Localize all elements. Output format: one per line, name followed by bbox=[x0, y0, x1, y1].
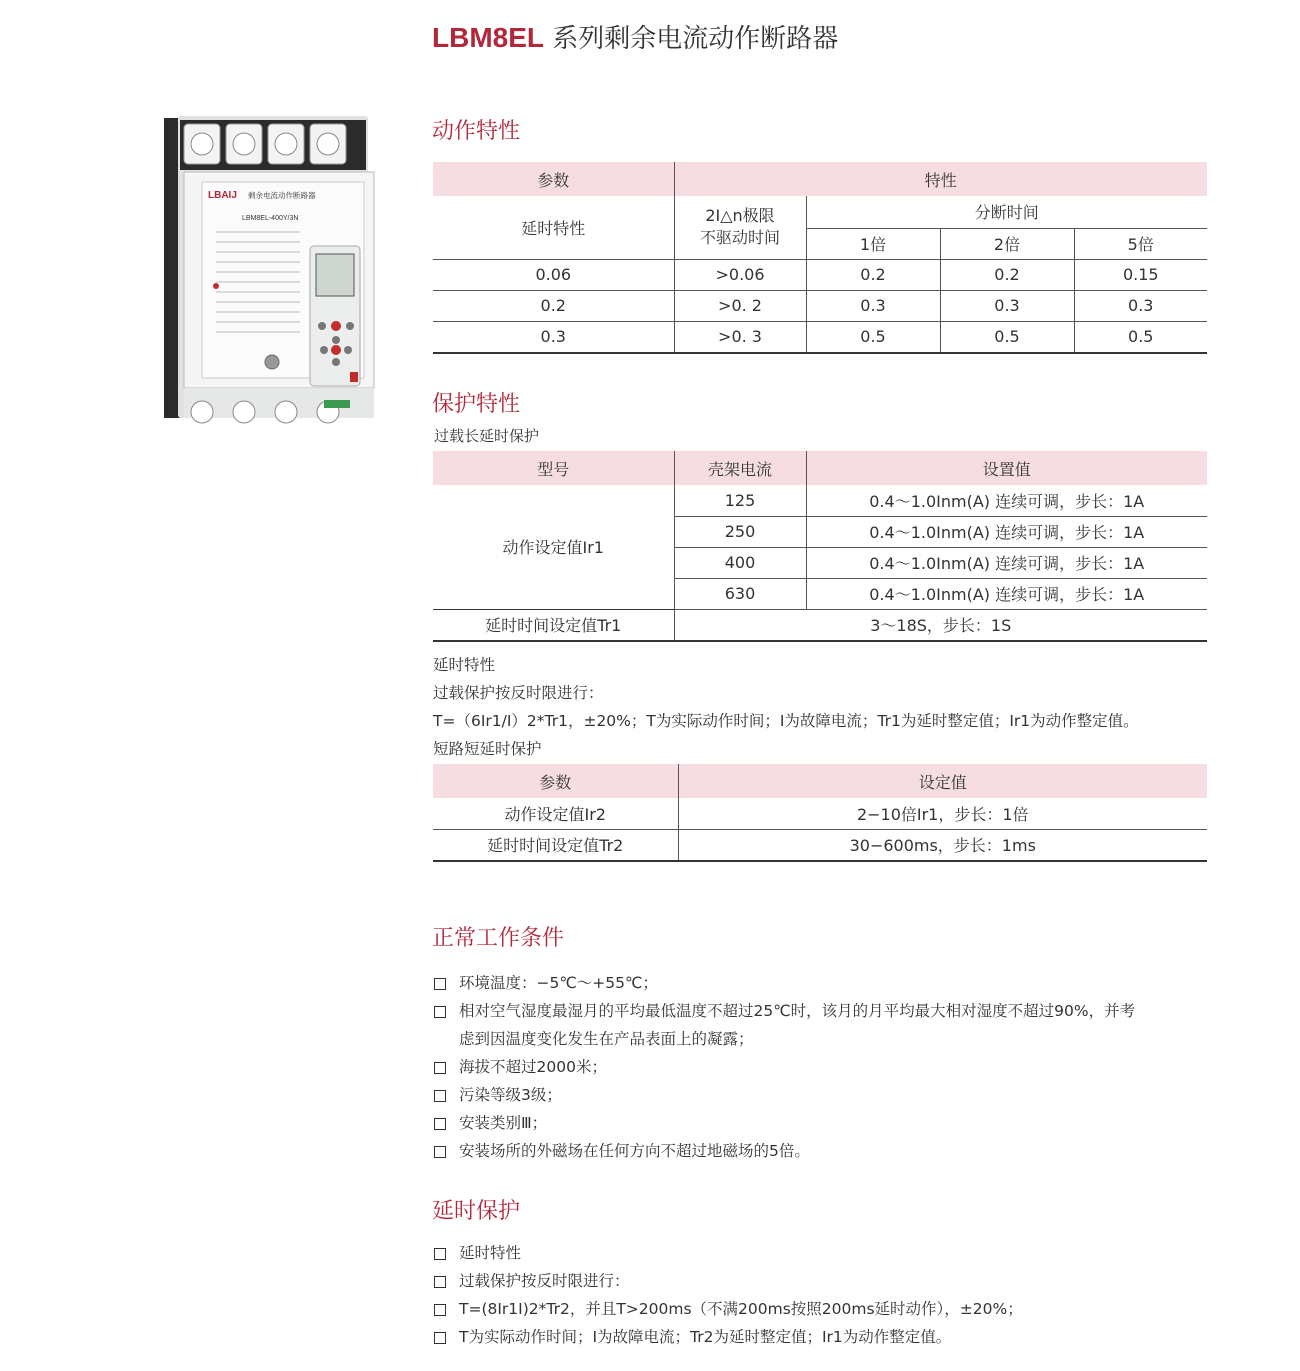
list-item: 污染等级3级； bbox=[434, 1081, 1135, 1109]
delay-char-label: 延时特性 bbox=[433, 656, 496, 674]
svg-text:剩余电流动作断路器: 剩余电流动作断路器 bbox=[248, 191, 316, 200]
cell: 2−10倍Ir1，步长：1倍 bbox=[678, 798, 1207, 829]
checkbox-icon bbox=[434, 1248, 446, 1260]
cell: 0.4～1.0Inm(A) 连续可调，步长：1A bbox=[806, 547, 1207, 578]
overload-table bbox=[433, 451, 1207, 642]
cell: 0.4～1.0Inm(A) 连续可调，步长：1A bbox=[806, 578, 1207, 609]
product-image bbox=[160, 114, 380, 424]
header-model: 型号 bbox=[433, 451, 674, 485]
checkbox-icon bbox=[434, 978, 446, 990]
cell: 30−600ms，步长：1ms bbox=[678, 829, 1207, 861]
cell: 630 bbox=[674, 578, 806, 609]
header-setting: 设定值 bbox=[678, 764, 1207, 798]
cell: 0.3 bbox=[806, 290, 940, 321]
list-item-continuation: 虑到因温度变化发生在产品表面上的凝露； bbox=[459, 1030, 754, 1048]
header-param: 参数 bbox=[433, 764, 678, 798]
multiple-1: 1倍 bbox=[806, 228, 940, 259]
action-table bbox=[433, 162, 1207, 354]
list-item: 安装场所的外磁场在任何方向不超过地磁场的5倍。 bbox=[434, 1137, 1135, 1165]
sub-overload: 过载长延时保护 bbox=[434, 427, 540, 445]
table-row bbox=[433, 485, 1207, 516]
cell: 0.5 bbox=[940, 321, 1074, 353]
table-header-row bbox=[433, 451, 1207, 485]
delay-protection-list bbox=[434, 1239, 1023, 1351]
header-char: 特性 bbox=[674, 162, 1207, 196]
tr1-label: 延时时间设定值Tr1 bbox=[433, 609, 674, 641]
normal-conditions-list bbox=[434, 969, 1135, 1165]
table-row bbox=[433, 290, 1207, 321]
cell: 0.3 bbox=[1074, 290, 1207, 321]
page-title bbox=[432, 18, 838, 55]
row-delay-label: 延时特性 bbox=[433, 196, 674, 259]
break-time-label: 分断时间 bbox=[806, 196, 1207, 228]
cell: 400 bbox=[674, 547, 806, 578]
ir1-label: 动作设定值Ir1 bbox=[433, 485, 674, 609]
overload-line: 过载保护按反时限进行： bbox=[433, 684, 604, 702]
cell: 动作设定值Ir2 bbox=[433, 798, 678, 829]
cell: 0.2 bbox=[806, 259, 940, 290]
table-row bbox=[433, 259, 1207, 290]
multiple-5: 5倍 bbox=[1074, 228, 1207, 259]
cell: 0.5 bbox=[1074, 321, 1207, 353]
short-circuit-table bbox=[433, 764, 1207, 862]
lcd-screen bbox=[316, 254, 354, 296]
list-item: 过载保护按反时限进行： bbox=[434, 1267, 1023, 1295]
table-row bbox=[433, 321, 1207, 353]
title-model: LBM8EL bbox=[432, 22, 544, 53]
cell: 0.2 bbox=[940, 259, 1074, 290]
checkbox-icon bbox=[434, 1304, 446, 1316]
list-item: 环境温度：−5℃～+55℃； bbox=[434, 969, 1135, 997]
checkbox-icon bbox=[434, 1006, 446, 1018]
tr1-value: 3～18S，步长：1S bbox=[674, 609, 1207, 641]
sub-short-circuit: 短路短延时保护 bbox=[433, 740, 542, 758]
checkbox-icon bbox=[434, 1146, 446, 1158]
cell: 0.3 bbox=[940, 290, 1074, 321]
svg-text:LBM8EL-400Y/3N: LBM8EL-400Y/3N bbox=[242, 215, 299, 222]
breaker-illustration bbox=[160, 114, 380, 424]
checkbox-icon bbox=[434, 1276, 446, 1288]
cell: 0.4～1.0Inm(A) 连续可调，步长：1A bbox=[806, 485, 1207, 516]
table-header-row bbox=[433, 764, 1207, 798]
cell: 250 bbox=[674, 516, 806, 547]
cell: 0.4～1.0Inm(A) 连续可调，步长：1A bbox=[806, 516, 1207, 547]
list-item: 相对空气湿度最湿月的平均最低温度不超过25℃时，该月的月平均最大相对湿度不超过90%，并考 bbox=[434, 997, 1135, 1025]
section-heading-action: 动作特性 bbox=[432, 119, 521, 144]
formula-line: T=（6Ir1/I）2*Tr1，±20%；T为实际动作时间；I为故障电流；Tr1为延时整定值；Ir1为动作整定值。 bbox=[433, 712, 1139, 730]
checkbox-icon bbox=[434, 1062, 446, 1074]
cell: 0.2 bbox=[433, 290, 674, 321]
section-heading-protect: 保护特性 bbox=[432, 392, 521, 417]
checkbox-icon bbox=[434, 1332, 446, 1344]
multiple-2: 2倍 bbox=[940, 228, 1074, 259]
table-row bbox=[433, 829, 1207, 861]
brand-logo: LBAIJ bbox=[208, 190, 237, 201]
cell: 延时时间设定值Tr2 bbox=[433, 829, 678, 861]
section-heading-delay: 延时保护 bbox=[432, 1199, 521, 1224]
nodrive-label: 2I△n极限 不驱动时间 bbox=[674, 196, 806, 259]
section-heading-normal: 正常工作条件 bbox=[432, 926, 565, 951]
title-rest: 系列剩余电流动作断路器 bbox=[544, 24, 839, 54]
list-item: T为实际动作时间；I为故障电流；Tr2为延时整定值；Ir1为动作整定值。 bbox=[434, 1323, 1023, 1351]
table-row bbox=[433, 798, 1207, 829]
list-item: T=(8Ir1I)2*Tr2，并且T>200ms（不满200ms按照200ms延时动作），±20%； bbox=[434, 1295, 1023, 1323]
cell: >0. 3 bbox=[674, 321, 806, 353]
cell: 0.06 bbox=[433, 259, 674, 290]
table-header-row bbox=[433, 162, 1207, 196]
cell: 0.5 bbox=[806, 321, 940, 353]
cell: 0.15 bbox=[1074, 259, 1207, 290]
list-item: 延时特性 bbox=[434, 1239, 1023, 1267]
list-item: 海拔不超过2000米； bbox=[434, 1053, 1135, 1081]
checkbox-icon bbox=[434, 1090, 446, 1102]
header-param: 参数 bbox=[433, 162, 674, 196]
cell: 0.3 bbox=[433, 321, 674, 353]
table-row bbox=[433, 609, 1207, 641]
cell: >0.06 bbox=[674, 259, 806, 290]
header-frame-current: 壳架电流 bbox=[674, 451, 806, 485]
cell: >0. 2 bbox=[674, 290, 806, 321]
header-setting: 设置值 bbox=[806, 451, 1207, 485]
cell: 125 bbox=[674, 485, 806, 516]
checkbox-icon bbox=[434, 1118, 446, 1130]
list-item: 安装类别Ⅲ； bbox=[434, 1109, 1135, 1137]
